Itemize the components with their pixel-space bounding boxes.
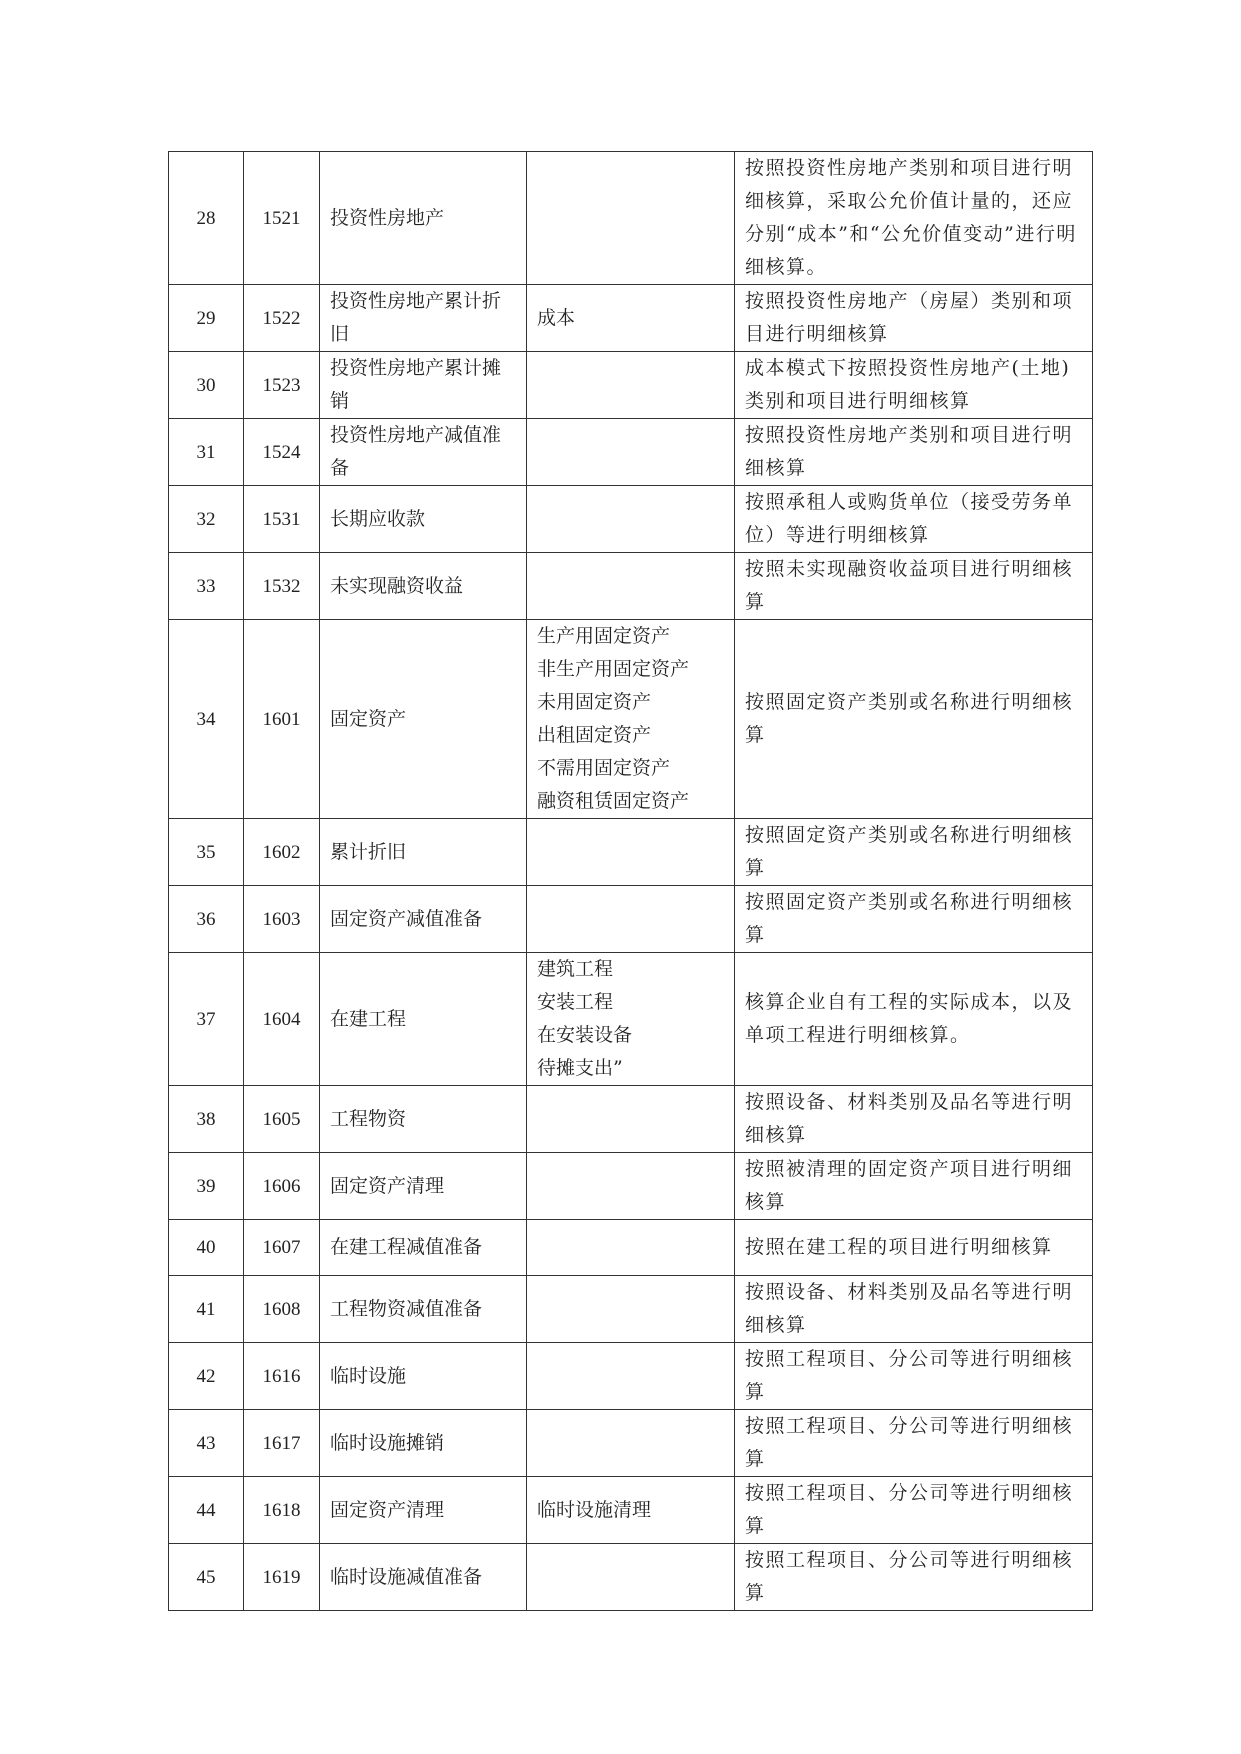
account-name: 工程物资	[320, 1086, 527, 1153]
sub-account-item: 建筑工程	[537, 958, 614, 980]
row-number: 43	[169, 1410, 244, 1477]
account-code: 1521	[244, 152, 320, 285]
row-number: 45	[169, 1544, 244, 1611]
accounting-description: 按照工程项目、分公司等进行明细核算	[735, 1477, 1093, 1544]
account-code: 1602	[244, 819, 320, 886]
account-code: 1601	[244, 620, 320, 819]
table-row	[169, 285, 1093, 352]
account-code: 1619	[244, 1544, 320, 1611]
table-row	[169, 152, 1093, 285]
accounting-description: 按照工程项目、分公司等进行明细核算	[735, 1343, 1093, 1410]
table-row	[169, 419, 1093, 486]
sub-accounts	[527, 1220, 735, 1276]
account-name: 投资性房地产减值准备	[320, 419, 527, 486]
table-row	[169, 1276, 1093, 1343]
sub-account-item: 非生产用固定资产	[537, 658, 690, 680]
sub-account-item: 融资租赁固定资产	[537, 790, 690, 812]
account-table	[168, 151, 1093, 1611]
sub-accounts	[527, 285, 735, 352]
account-code: 1607	[244, 1220, 320, 1276]
sub-accounts	[527, 1544, 735, 1611]
sub-account-item: 生产用固定资产	[537, 625, 671, 647]
account-code: 1522	[244, 285, 320, 352]
account-name: 投资性房地产累计摊销	[320, 352, 527, 419]
row-number: 39	[169, 1153, 244, 1220]
accounting-description: 按照固定资产类别或名称进行明细核算	[735, 620, 1093, 819]
accounting-description: 按照投资性房地产（房屋）类别和项目进行明细核算	[735, 285, 1093, 352]
sub-accounts	[527, 819, 735, 886]
account-code: 1532	[244, 553, 320, 620]
sub-account-item: 出租固定资产	[537, 724, 652, 746]
sub-accounts	[527, 1153, 735, 1220]
table-row	[169, 1477, 1093, 1544]
account-name: 长期应收款	[320, 486, 527, 553]
account-name: 固定资产清理	[320, 1153, 527, 1220]
sub-account-item: 不需用固定资产	[537, 757, 671, 779]
table-row	[169, 1220, 1093, 1276]
sub-accounts	[527, 486, 735, 553]
account-name: 固定资产减值准备	[320, 886, 527, 953]
account-code: 1616	[244, 1343, 320, 1410]
accounting-description: 按照设备、材料类别及品名等进行明细核算	[735, 1276, 1093, 1343]
sub-accounts	[527, 352, 735, 419]
accounting-description: 按照投资性房地产类别和项目进行明细核算，采取公允价值计量的，还应分别“成本”和“公允价值变动”进行明细核算。	[735, 152, 1093, 285]
account-name: 在建工程	[320, 953, 527, 1086]
account-name: 临时设施	[320, 1343, 527, 1410]
row-number: 42	[169, 1343, 244, 1410]
accounting-description: 按照被清理的固定资产项目进行明细核算	[735, 1153, 1093, 1220]
account-code: 1604	[244, 953, 320, 1086]
row-number: 31	[169, 419, 244, 486]
accounting-description: 按照固定资产类别或名称进行明细核算	[735, 886, 1093, 953]
sub-accounts	[527, 1086, 735, 1153]
row-number: 36	[169, 886, 244, 953]
table-row	[169, 886, 1093, 953]
account-name: 固定资产清理	[320, 1477, 527, 1544]
sub-accounts	[527, 953, 735, 1086]
account-name: 投资性房地产累计折旧	[320, 285, 527, 352]
row-number: 28	[169, 152, 244, 285]
account-code: 1606	[244, 1153, 320, 1220]
account-name: 临时设施减值准备	[320, 1544, 527, 1611]
row-number: 29	[169, 285, 244, 352]
account-code: 1531	[244, 486, 320, 553]
table-row	[169, 953, 1093, 1086]
sub-account-item: 成本	[537, 306, 576, 329]
row-number: 37	[169, 953, 244, 1086]
sub-account-item: 在安装设备	[537, 1024, 633, 1046]
table-row	[169, 1153, 1093, 1220]
accounting-description: 按照设备、材料类别及品名等进行明细核算	[735, 1086, 1093, 1153]
sub-account-item: 安装工程	[537, 991, 614, 1013]
account-name: 临时设施摊销	[320, 1410, 527, 1477]
sub-accounts	[527, 620, 735, 819]
account-code: 1523	[244, 352, 320, 419]
account-name: 固定资产	[320, 620, 527, 819]
sub-account-item: 未用固定资产	[537, 691, 652, 713]
account-code: 1608	[244, 1276, 320, 1343]
account-name: 累计折旧	[320, 819, 527, 886]
account-code: 1618	[244, 1477, 320, 1544]
accounting-description: 按照在建工程的项目进行明细核算	[735, 1220, 1093, 1276]
account-table-body	[169, 152, 1093, 1611]
account-code: 1605	[244, 1086, 320, 1153]
sub-accounts	[527, 1410, 735, 1477]
account-code: 1617	[244, 1410, 320, 1477]
sub-account-item: 临时设施清理	[537, 1498, 652, 1521]
table-row	[169, 819, 1093, 886]
row-number: 32	[169, 486, 244, 553]
table-row	[169, 1544, 1093, 1611]
accounting-description: 成本模式下按照投资性房地产(土地)类别和项目进行明细核算	[735, 352, 1093, 419]
row-number: 41	[169, 1276, 244, 1343]
row-number: 44	[169, 1477, 244, 1544]
sub-account-item: 待摊支出”	[537, 1057, 623, 1079]
sub-accounts	[527, 419, 735, 486]
accounting-description: 核算企业自有工程的实际成本，以及单项工程进行明细核算。	[735, 953, 1093, 1086]
row-number: 38	[169, 1086, 244, 1153]
table-row	[169, 620, 1093, 819]
row-number: 34	[169, 620, 244, 819]
account-name: 工程物资减值准备	[320, 1276, 527, 1343]
sub-accounts	[527, 152, 735, 285]
accounting-description: 按照工程项目、分公司等进行明细核算	[735, 1410, 1093, 1477]
accounting-description: 按照工程项目、分公司等进行明细核算	[735, 1544, 1093, 1611]
account-name: 在建工程减值准备	[320, 1220, 527, 1276]
table-row	[169, 1086, 1093, 1153]
table-row	[169, 352, 1093, 419]
account-name: 投资性房地产	[320, 152, 527, 285]
sub-accounts	[527, 553, 735, 620]
row-number: 40	[169, 1220, 244, 1276]
row-number: 35	[169, 819, 244, 886]
sub-accounts	[527, 1343, 735, 1410]
table-row	[169, 1343, 1093, 1410]
accounting-description: 按照投资性房地产类别和项目进行明细核算	[735, 419, 1093, 486]
sub-accounts	[527, 886, 735, 953]
accounting-description: 按照固定资产类别或名称进行明细核算	[735, 819, 1093, 886]
table-row	[169, 486, 1093, 553]
account-code: 1524	[244, 419, 320, 486]
accounting-description: 按照未实现融资收益项目进行明细核算	[735, 553, 1093, 620]
account-name: 未实现融资收益	[320, 553, 527, 620]
sub-accounts	[527, 1477, 735, 1544]
table-row	[169, 1410, 1093, 1477]
account-code: 1603	[244, 886, 320, 953]
table-row	[169, 553, 1093, 620]
row-number: 33	[169, 553, 244, 620]
row-number: 30	[169, 352, 244, 419]
sub-accounts	[527, 1276, 735, 1343]
accounting-description: 按照承租人或购货单位（接受劳务单位）等进行明细核算	[735, 486, 1093, 553]
